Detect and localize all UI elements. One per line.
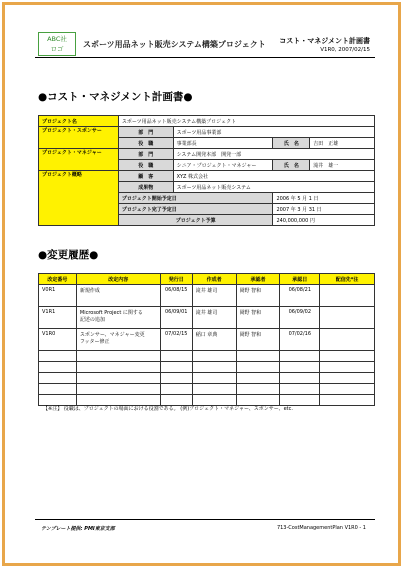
manager-name-value: 滝井 雄一 bbox=[310, 160, 375, 171]
footer-template-credit: テンプレート提供: PMI東京支部 bbox=[41, 526, 115, 532]
end-date-value: 2007 年 3 月 31 日 bbox=[273, 204, 375, 215]
sponsor-role-value: 事業部長 bbox=[173, 138, 273, 149]
col-header-content: 改定内容 bbox=[76, 274, 160, 285]
rev-no: V1R1 bbox=[39, 307, 77, 329]
footer-divider bbox=[35, 519, 375, 520]
project-info-table bbox=[38, 115, 375, 226]
sponsor-dept-value: スポーツ用品事業部 bbox=[173, 127, 374, 138]
footnote: 【※注】 役職は、プロジェクトの場面における役割である。 (例)プロジェクト・マネジャー、スポンサー、etc. bbox=[43, 406, 293, 412]
deliverable-label: 成果物 bbox=[118, 182, 173, 193]
rev-approver: 岡野 智和 bbox=[236, 307, 280, 329]
col-header-approved: 承認日 bbox=[280, 274, 320, 285]
sponsor-dept-label: 部 門 bbox=[118, 127, 173, 138]
project-title: スポーツ用品ネット販売システム構築プロジェクト bbox=[83, 40, 266, 49]
sponsor-role-label: 役 職 bbox=[118, 138, 173, 149]
budget-value: 240,000,000 円 bbox=[273, 215, 375, 226]
rev-content bbox=[76, 307, 160, 329]
logo-line1: ABC社 bbox=[47, 35, 67, 43]
rev-content-line1: スポンサー、マネジャー変更 bbox=[79, 332, 145, 338]
section-heading-change-history: ●変更履歴● bbox=[38, 249, 99, 261]
header-divider bbox=[35, 57, 375, 58]
rev-author: 稲口 章典 bbox=[192, 329, 236, 351]
client-label: 顧 客 bbox=[118, 171, 173, 182]
rev-dist bbox=[320, 329, 375, 351]
col-header-author: 作成者 bbox=[192, 274, 236, 285]
table-row-empty bbox=[39, 384, 375, 395]
manager-dept-value: システム開発本部 開発一部 bbox=[173, 149, 374, 160]
budget-label: プロジェクト予算 bbox=[118, 215, 273, 226]
rev-content-line1: Microsoft Project に関する bbox=[79, 310, 143, 316]
rev-author: 滝井 雄司 bbox=[192, 307, 236, 329]
rev-dist bbox=[320, 307, 375, 329]
col-header-rev-no: 改定番号 bbox=[39, 274, 77, 285]
table-row bbox=[39, 307, 375, 329]
col-header-issued: 発行日 bbox=[160, 274, 192, 285]
section-heading-cost-plan: ●コスト・マネジメント計画書● bbox=[38, 91, 193, 103]
rev-author: 滝井 雄司 bbox=[192, 285, 236, 307]
sponsor-name-label: 氏 名 bbox=[273, 138, 310, 149]
rev-content-line1: 新規作成 bbox=[79, 288, 100, 294]
sponsor-name-value: 吉田 正雄 bbox=[310, 138, 375, 149]
manager-label: プロジェクト・マネジャー bbox=[39, 149, 119, 171]
rev-dist bbox=[320, 285, 375, 307]
deliverable-value: スポーツ用品ネット販売システム bbox=[173, 182, 374, 193]
table-row-empty bbox=[39, 395, 375, 406]
document-page bbox=[2, 2, 401, 566]
manager-name-label: 氏 名 bbox=[273, 160, 310, 171]
start-date-value: 2006 年 5 月 1 日 bbox=[273, 193, 375, 204]
manager-role-label: 役 職 bbox=[118, 160, 173, 171]
client-value: XYZ 株式会社 bbox=[173, 171, 374, 182]
rev-content-line2: フッター修正 bbox=[79, 339, 110, 345]
rev-approver: 岡野 智和 bbox=[236, 329, 280, 351]
col-header-approver: 承認者 bbox=[236, 274, 280, 285]
manager-role-value: シニア・プロジェクト・マネジャー bbox=[173, 160, 273, 171]
rev-no: V0R1 bbox=[39, 285, 77, 307]
table-row bbox=[39, 329, 375, 351]
table-row-empty bbox=[39, 351, 375, 362]
project-name-value: スポーツ用品ネット販売システム構築プロジェクト bbox=[118, 116, 374, 127]
project-name-label: プロジェクト名 bbox=[39, 116, 119, 127]
rev-approver: 岡野 智和 bbox=[236, 285, 280, 307]
rev-issued: 06/08/15 bbox=[160, 285, 192, 307]
rev-approved: 06/08/21 bbox=[280, 285, 320, 307]
logo-line2: ロゴ bbox=[50, 45, 64, 53]
table-row bbox=[39, 285, 375, 307]
rev-issued: 07/02/15 bbox=[160, 329, 192, 351]
rev-no: V1R0 bbox=[39, 329, 77, 351]
document-title: コスト・マネジメント計画書 bbox=[279, 37, 370, 45]
table-row-empty bbox=[39, 373, 375, 384]
rev-approved: 07/02/16 bbox=[280, 329, 320, 351]
rev-issued: 06/09/01 bbox=[160, 307, 192, 329]
change-history-table bbox=[38, 273, 375, 406]
rev-content bbox=[76, 329, 160, 351]
rev-content bbox=[76, 285, 160, 307]
manager-dept-label: 部 門 bbox=[118, 149, 173, 160]
company-logo bbox=[38, 32, 76, 56]
rev-approved: 06/09/02 bbox=[280, 307, 320, 329]
footer-page-id: 713-CostManagementPlan V1R0 - 1 bbox=[276, 525, 366, 531]
end-date-label: プロジェクト完了予定日 bbox=[118, 204, 273, 215]
overview-label: プロジェクト概略 bbox=[39, 171, 119, 226]
table-row-empty bbox=[39, 362, 375, 373]
col-header-distribution: 配信先*注 bbox=[320, 274, 375, 285]
rev-content-line2: 記述の追加 bbox=[79, 317, 105, 323]
start-date-label: プロジェクト開始予定日 bbox=[118, 193, 273, 204]
document-version: V1R0, 2007/02/15 bbox=[320, 47, 370, 53]
sponsor-label: プロジェクト・スポンサー bbox=[39, 127, 119, 149]
